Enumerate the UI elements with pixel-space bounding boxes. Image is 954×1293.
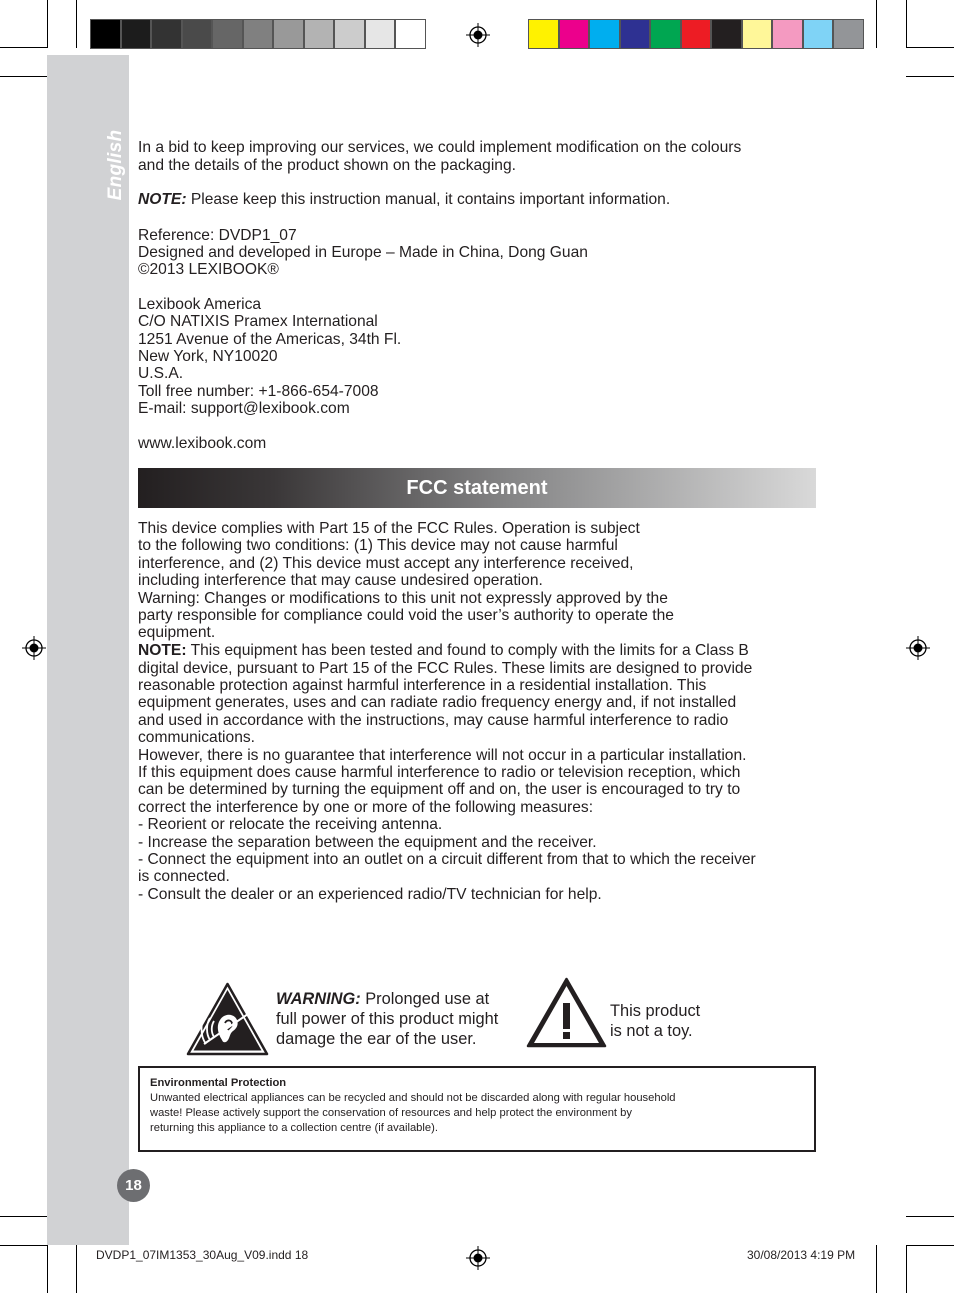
address-street: 1251 Avenue of the Americas, 34th Fl. [138,331,402,348]
crop-mark [906,1216,954,1217]
hearing-warning-text: WARNING: Prolonged use at full power of this product might damage the ear of the user. [276,990,499,1048]
fcc-line: can be determined by turning the equipment off and on, the user is encouraged to try to [138,781,741,799]
phone-line: Toll free number: +1-866-654-7008 [138,383,379,400]
fcc-line: This device complies with Part 15 of the FCC Rules. Operation is subject [138,520,640,537]
fcc-line: equipment. [138,624,216,642]
color-swatch [334,19,365,49]
language-tab [96,122,136,208]
crop-mark [47,1245,48,1293]
fcc-line: to the following two conditions: (1) This device may not cause harmful [138,537,618,555]
registration-mark-icon [22,636,46,660]
color-swatch [559,19,590,49]
address-care-of: C/O NATIXIS Pramex International [138,313,378,330]
environmental-line: returning this appliance to a collection centre (if available). [150,1122,438,1134]
color-swatch [212,19,243,49]
website-link: www.lexibook.com [138,435,267,452]
fcc-line: If this equipment does cause harmful interference to radio or television reception, which [138,763,741,781]
color-swatch [273,19,304,49]
color-swatch [151,19,182,49]
environmental-protection-box [138,1066,816,1152]
hearing-warning-label: WARNING: [276,990,361,1008]
address-company: Lexibook America [138,296,262,313]
crop-mark [906,1245,954,1246]
crop-mark [906,76,954,77]
color-swatch [681,19,712,49]
email-line: E-mail: support@lexibook.com [138,400,350,417]
fcc-line: However, there is no guarantee that interference will not occur in a particular installation. [138,746,747,764]
fcc-line: including interference that may cause undesired operation. [138,572,543,590]
fcc-note-label: NOTE: [138,642,187,659]
crop-mark [906,1245,907,1293]
crop-mark [876,0,877,48]
fcc-line: - Reorient or relocate the receiving antenna. [138,816,443,834]
color-swatch [365,19,396,49]
crop-mark [76,0,77,48]
color-swatch [304,19,335,49]
crop-mark [0,1216,48,1217]
fcc-line: reasonable protection against harmful interference in a residential installation. This [138,676,707,694]
fcc-line: party responsible for compliance could void the user’s authority to operate the [138,607,674,624]
file-slug: DVDP1_07IM1353_30Aug_V09.indd 18 [96,1248,309,1262]
crop-mark [0,1245,48,1246]
copyright-line: ©2013 LEXIBOOK® [138,261,279,278]
color-swatch [589,19,620,49]
crop-mark [0,76,48,77]
color-swatch [833,19,864,49]
color-swatch [772,19,803,49]
color-swatch [182,19,213,49]
page-number: 18 [117,1169,150,1202]
fcc-note-text: This equipment has been tested and found to comply with the limits for a Class B [186,642,749,659]
fcc-line: communications. [138,729,255,747]
color-swatch [121,19,152,49]
note-label: NOTE: [138,191,187,208]
color-swatch [650,19,681,49]
address-country: U.S.A. [138,365,184,382]
color-swatch [528,19,559,49]
registration-mark-icon [906,636,930,660]
environmental-line: Unwanted electrical appliances can be recycled and should not be discarded along with regular household [150,1092,676,1104]
note-text: Please keep this instruction manual, it contains important information. [186,191,671,208]
crop-mark [906,0,907,48]
intro-line: and the details of the product shown on the packaging. [138,157,516,174]
crop-mark [76,1245,77,1293]
fcc-line: and used in accordance with the instructions, may cause harmful interference to radio [138,711,729,729]
designed-line: Designed and developed in Europe – Made in China, Dong Guan [138,244,588,261]
crop-mark [906,47,954,48]
environmental-title: Environmental Protection [150,1077,287,1089]
intro-note [138,191,670,208]
fcc-note-line [138,642,749,659]
registration-mark-icon [466,1246,490,1270]
language-label: English [105,129,126,201]
fcc-line: - Consult the dealer or an experienced radio/TV technician for help. [138,885,602,903]
color-swatch [803,19,834,49]
crop-mark [47,0,48,48]
fcc-line: - Connect the equipment into an outlet on a circuit different from that to which the receiver [138,850,756,868]
hearing-warning-icon [186,982,269,1056]
not-a-toy-text: This product is not a toy. [610,1002,701,1040]
reference-line: Reference: DVDP1_07 [138,227,297,244]
fcc-line: interference, and (2) This device must accept any interference received, [138,554,634,572]
color-swatch [243,19,274,49]
fcc-line: digital device, pursuant to Part 15 of the FCC Rules. These limits are designed to provide [138,659,753,677]
fcc-title: FCC statement [406,477,548,499]
color-swatch [620,19,651,49]
fcc-line: equipment generates, uses and can radiate radio frequency energy and, if not installed [138,694,737,712]
crop-mark [876,1245,877,1293]
intro-line: In a bid to keep improving our services, we could implement modification on the colours [138,139,742,156]
language-sidebar [47,55,129,1245]
fcc-line: - Increase the separation between the equipment and the receiver. [138,833,597,851]
address-city: New York, NY10020 [138,348,278,365]
fcc-line: Warning: Changes or modifications to this unit not expressly approved by the [138,589,668,607]
registration-mark-icon [466,23,490,47]
environmental-line: waste! Please actively support the conservation of resources and help protect the environment by [150,1107,632,1119]
fcc-section-header [138,468,816,508]
color-swatch [742,19,773,49]
color-swatch [395,19,426,49]
fcc-line: correct the interference by one or more of the following measures: [138,798,594,816]
color-swatch [90,19,121,49]
exclamation-warning-icon [526,977,607,1048]
fcc-line: is connected. [138,868,230,886]
crop-mark [0,47,48,48]
color-swatch [711,19,742,49]
date-slug: 30/08/2013 4:19 PM [747,1248,856,1262]
